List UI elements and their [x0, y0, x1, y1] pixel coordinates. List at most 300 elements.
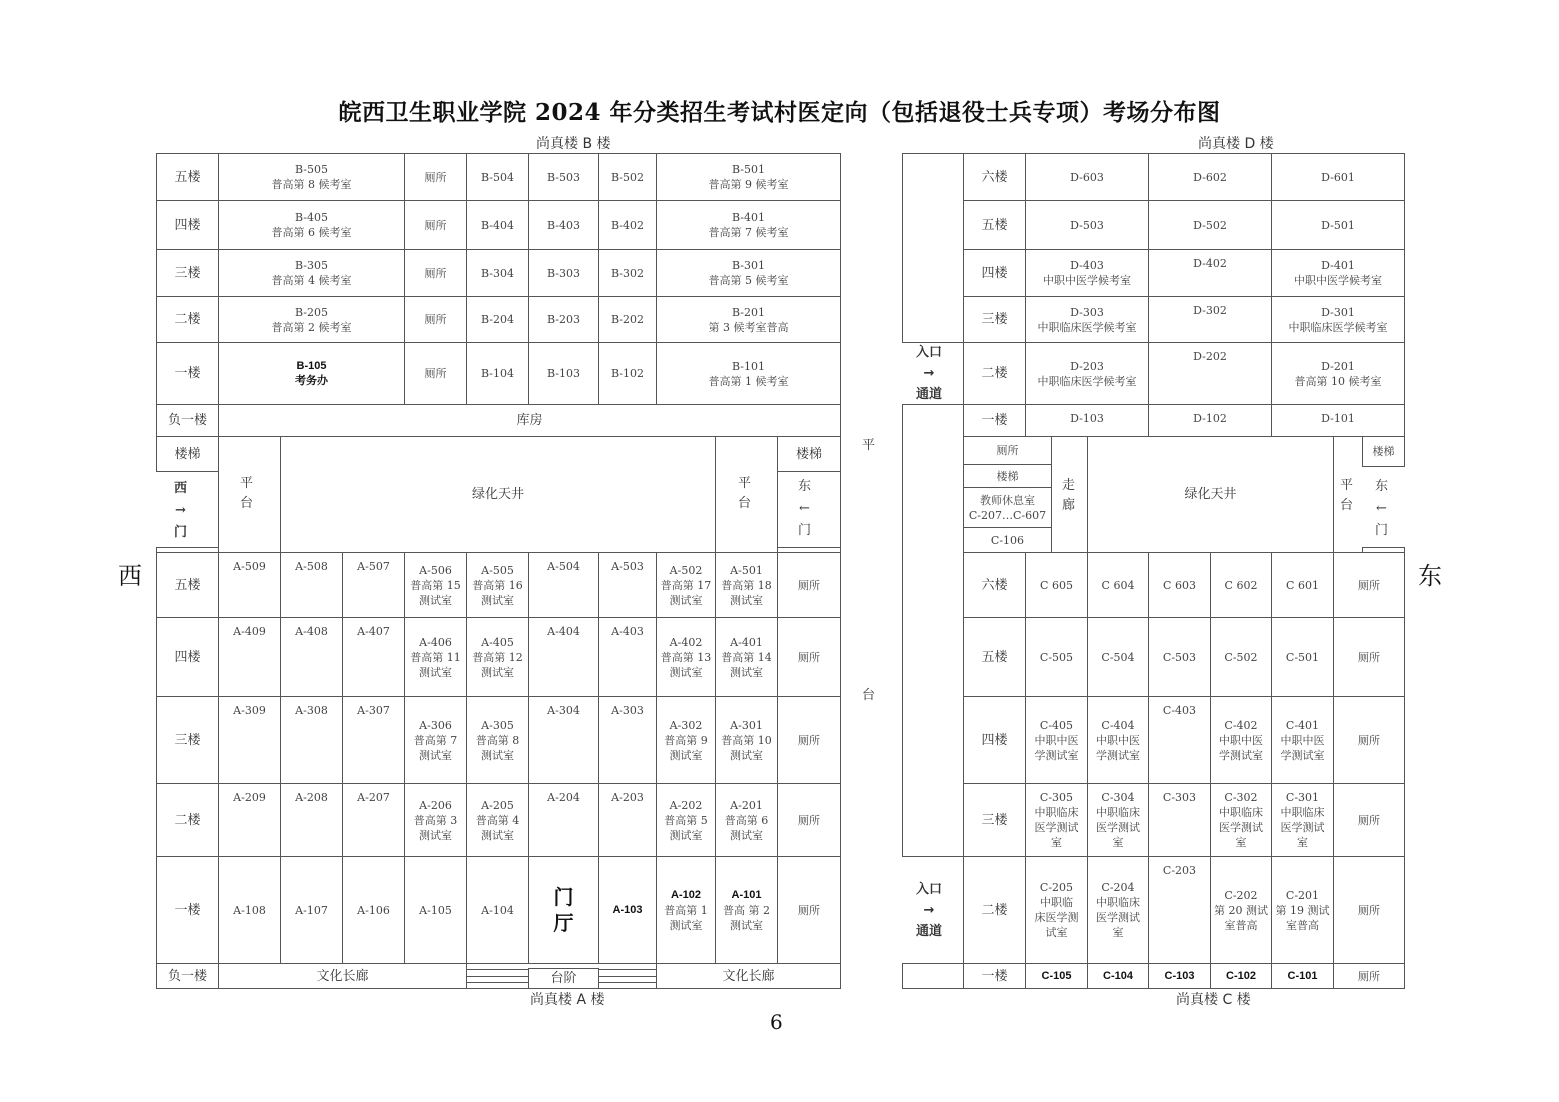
room-厕所 [1333, 552, 1405, 618]
room-c-603-text: C 603 [1163, 578, 1196, 592]
room-b-201-text: 第 3 候考室普高 [708, 320, 789, 334]
room-a-507 [342, 552, 405, 618]
stairs-east-right [1362, 436, 1405, 467]
room-c-504 [1087, 617, 1149, 697]
room-c-405-text: 学测试室 [1034, 748, 1079, 762]
floor-label-text: 五楼 [981, 649, 1008, 665]
room-a-306-text: A-306 [419, 718, 452, 732]
room-厕所 [1333, 783, 1405, 857]
room-d-102-text: D-102 [1193, 412, 1227, 425]
lobby [528, 856, 599, 964]
room-a-501-text: A-501 [730, 563, 763, 577]
room-a-407 [342, 617, 405, 697]
room-c-502-text: C-502 [1224, 650, 1258, 664]
room-a-202-text: 测试室 [669, 828, 703, 842]
room-d-601-text: D-601 [1321, 170, 1355, 184]
room-a-205-text: 普高第 4 [475, 813, 520, 827]
floor-label [156, 696, 219, 784]
room-c-102 [1210, 963, 1272, 989]
step-line [466, 982, 528, 983]
room-c-402-text: 学测试室 [1219, 748, 1263, 762]
room-厕所-text: 厕所 [1358, 650, 1380, 664]
room-d-103-text: D-103 [1070, 412, 1104, 425]
room-厕所-text: 厕所 [798, 813, 820, 827]
stairs-left-text: 楼梯 [174, 446, 201, 462]
room-d-402 [1148, 249, 1272, 297]
floor-label-text: 二楼 [981, 902, 1008, 918]
room-c-105-text: C-105 [1041, 969, 1072, 982]
floor-label-text: 一楼 [174, 366, 201, 381]
floor-label [963, 552, 1026, 618]
room-a-302-text: 普高第 9 [664, 733, 708, 747]
room-d-203 [1025, 342, 1149, 405]
room-d-101-text: D-101 [1321, 412, 1355, 425]
floor-label-text: 二楼 [174, 812, 201, 828]
room-a-501-text: 普高第 18 [721, 578, 772, 592]
room-a-505-text: A-505 [481, 563, 514, 577]
room-a-102-text: 普高第 1 [664, 903, 708, 917]
floor-label [156, 783, 219, 857]
room-c-502 [1210, 617, 1272, 697]
room-b-302-text: B-302 [611, 266, 644, 280]
room-厕所-text: 厕所 [798, 903, 820, 917]
lobby-text: 门 [553, 885, 574, 909]
floor-label-text: 四楼 [174, 649, 201, 665]
room-a-307-text: A-307 [357, 704, 390, 717]
room-c-201-text: C-201 [1285, 888, 1320, 902]
room-a-202 [656, 783, 716, 857]
culture-corridor-right [656, 963, 841, 989]
culture-corridor-right-text: 文化长廊 [722, 968, 775, 984]
building-d-label: 尚真楼 D 楼 [1198, 136, 1274, 152]
room-a-402-text: 普高第 13 [660, 650, 712, 664]
room-c-104-text: C-104 [1103, 969, 1133, 982]
room-b-503 [528, 153, 599, 201]
room-d-201-text: D-201 [1321, 359, 1355, 373]
room-厕所-text: 厕所 [1358, 733, 1380, 747]
room-b-304 [466, 249, 529, 297]
room-a-508-text: A-508 [295, 560, 328, 573]
room-a-502-text: 普高第 17 [660, 578, 712, 592]
page-title: 皖西卫生职业学院 2024 年分类招生考试村医定向（包括退役士兵专项）考场分布图 [338, 99, 1221, 126]
room-c-601-text: C 601 [1286, 578, 1319, 592]
room-c-204-text: C-204 [1101, 881, 1135, 894]
room-d-401-text: 中职中医学候考室 [1294, 274, 1382, 287]
building-a-label: 尚真楼 A 楼 [530, 992, 605, 1008]
floor-label [963, 200, 1026, 250]
middle-platform-top: 平 [862, 438, 876, 453]
floor-label-text: 六楼 [981, 577, 1008, 593]
room-b-204-text: B-204 [481, 313, 514, 326]
room-c-103-text: C-103 [1164, 969, 1195, 982]
room-a-202-text: A-202 [669, 798, 703, 812]
room-c-302 [1210, 783, 1272, 857]
room-a-206 [404, 783, 467, 857]
room-c-202-text: 第 20 测试 [1214, 903, 1268, 917]
room-a-309-text: A-309 [233, 704, 266, 717]
room-b-201 [656, 296, 841, 343]
floor-label-text: 负一楼 [167, 968, 207, 984]
room-a-308-text: A-308 [295, 704, 328, 717]
room-b-403-text: B-403 [547, 218, 580, 232]
floor-label [963, 617, 1026, 697]
room-a-506-text: 普高第 15 [410, 578, 461, 592]
room-b-204 [466, 296, 529, 343]
room-c-603 [1148, 552, 1211, 618]
room-b-104-text: B-104 [481, 367, 514, 380]
platform-east-label: 平 台 [1340, 478, 1354, 513]
floor-label [156, 617, 219, 697]
room-b-501-text: 普高第 9 候考室 [708, 178, 789, 191]
floor-label-text: 四楼 [174, 217, 201, 233]
storage-room [218, 404, 841, 437]
room-b-401-text: 普高第 7 候考室 [708, 226, 789, 239]
steps-text: 台阶 [550, 971, 577, 986]
culture-corridor-left-text: 文化长廊 [316, 968, 369, 984]
room-a-402-text: 测试室 [669, 665, 703, 679]
room-a-406-text: A-406 [419, 635, 452, 649]
room-d-303-text: D-303 [1070, 305, 1104, 319]
room-c-305-text: C-305 [1039, 791, 1074, 804]
teacher-lounge-text: 教师休息室 [980, 493, 1035, 507]
room-厕所 [404, 153, 467, 201]
room-b-101-text: 普高第 1 候考室 [708, 374, 789, 388]
room-b-304-text: B-304 [481, 266, 514, 280]
room-b-305-text: B-305 [295, 259, 328, 272]
room-c-104 [1087, 963, 1149, 989]
room-b-504 [466, 153, 529, 201]
room-a-101 [715, 856, 778, 964]
room-a-204 [528, 783, 599, 857]
room-b-505-text: B-505 [295, 163, 328, 176]
steps [528, 968, 599, 989]
room-c-205-text: C-205 [1039, 881, 1074, 894]
room-b-403 [528, 200, 599, 250]
room-a-201 [715, 783, 778, 857]
room-c-204-text: 室 [1112, 926, 1124, 939]
room-c-501 [1271, 617, 1334, 697]
room-a-201-text: 测试室 [730, 828, 763, 842]
room-a-104 [466, 856, 529, 964]
room-c-304-text: 室 [1112, 836, 1124, 849]
room-a-402-text: A-402 [669, 635, 703, 649]
room-a-501-text: 测试室 [730, 593, 763, 607]
room-厕所 [777, 696, 841, 784]
room-厕所 [777, 617, 841, 697]
room-a-409 [218, 617, 281, 697]
room-a-404-text: A-404 [547, 625, 580, 638]
room-a-207-text: A-207 [357, 791, 390, 804]
room-c-604 [1087, 552, 1149, 618]
room-d-603-text: D-603 [1070, 170, 1104, 184]
room-b-203 [528, 296, 599, 343]
room-b-505-text: 普高第 8 候考室 [271, 178, 352, 191]
room-a-206-text: A-206 [419, 798, 452, 812]
room-厕所-text: 厕所 [798, 650, 820, 664]
room-a-305-text: 测试室 [481, 748, 514, 762]
room-厕所 [1333, 963, 1405, 989]
room-d-401 [1271, 249, 1405, 297]
room-d-201-text: 普高第 10 候考室 [1294, 374, 1382, 388]
room-c-105 [1025, 963, 1088, 989]
room-a-308 [280, 696, 343, 784]
room-a-509-text: A-509 [233, 560, 266, 573]
room-a-505-text: 普高第 16 [472, 578, 523, 592]
room-厕所-text: 厕所 [1358, 813, 1380, 827]
room-c-404-text: 学测试室 [1096, 748, 1140, 762]
room-c-505 [1025, 617, 1088, 697]
room-a-203-text: A-203 [611, 791, 644, 804]
floor-label-text: 五楼 [174, 577, 201, 593]
wall [840, 436, 841, 552]
room-a-206-text: 测试室 [419, 828, 452, 842]
room-a-102 [656, 856, 716, 964]
room-a-105-text: A-105 [419, 903, 452, 917]
floor-label [156, 296, 219, 343]
room-c-604-text: C 604 [1101, 578, 1135, 592]
stairs-right [777, 436, 841, 472]
room-a-201-text: 普高第 6 [724, 813, 769, 827]
floor-label [963, 783, 1026, 857]
room-c-301-text: 室 [1297, 836, 1308, 849]
floor-label-text: 五楼 [174, 169, 201, 185]
step-line [466, 976, 528, 977]
room-a-406-text: 普高第 11 [410, 650, 461, 664]
room-a-503-text: A-503 [611, 560, 644, 573]
room-c-302-text: 中职临床 [1219, 806, 1263, 819]
stairs-right-text: 楼梯 [795, 446, 822, 462]
floor-label-text: 负一楼 [167, 413, 207, 428]
room-a-108 [218, 856, 281, 964]
room-厕所-text: 厕所 [424, 367, 447, 380]
room-c-203-text: C-203 [1162, 864, 1197, 877]
room-d-302-text: D-302 [1193, 304, 1227, 317]
room-b-402-text: B-402 [611, 218, 644, 232]
room-c-403 [1148, 696, 1211, 784]
floor-label-text: 二楼 [981, 366, 1008, 381]
room-厕所 [1333, 856, 1405, 964]
room-c-605 [1025, 552, 1088, 618]
room-a-404 [528, 617, 599, 697]
room-d-203-text: D-203 [1070, 359, 1104, 373]
floor-label-text: 三楼 [174, 265, 201, 281]
room-d-301-text: D-301 [1321, 305, 1355, 319]
step-line [598, 976, 656, 977]
room-a-508 [280, 552, 343, 618]
room-b-404-text: B-404 [481, 218, 514, 232]
room-c-402-text: 中职中医 [1219, 733, 1263, 747]
room-c-301 [1271, 783, 1334, 857]
lobby-text: 厅 [553, 911, 574, 935]
room-c-101 [1271, 963, 1334, 989]
floor-label [963, 342, 1026, 405]
room-c-205-text: 试室 [1045, 926, 1068, 939]
room-c-503 [1148, 617, 1211, 697]
floor-label-text: 四楼 [981, 732, 1008, 748]
room-b-104 [466, 342, 529, 405]
room-a-101-text: A-101 [731, 888, 762, 901]
room-d-403 [1025, 249, 1149, 297]
floor-label [156, 856, 219, 964]
room-a-303-text: A-303 [611, 704, 644, 717]
room-a-305-text: 普高第 8 [475, 733, 520, 747]
room-c-204 [1087, 856, 1149, 964]
room-a-406 [404, 617, 467, 697]
room-a-401-text: 测试室 [730, 665, 763, 679]
room-厕所-text: 厕所 [424, 170, 447, 184]
room-a-304-text: A-304 [547, 704, 580, 717]
step-line [466, 969, 528, 970]
room-a-301-text: A-301 [730, 718, 763, 732]
room-a-506-text: 测试室 [419, 593, 452, 607]
room-a-301-text: 普高第 10 [721, 733, 772, 747]
room-c-305 [1025, 783, 1088, 857]
room-a-502-text: A-502 [669, 563, 703, 577]
room-a-203 [598, 783, 657, 857]
room-c-404 [1087, 696, 1149, 784]
room-a-306-text: 普高第 7 [413, 733, 458, 747]
room-a-408-text: A-408 [295, 625, 328, 638]
room-a-102-text: A-102 [671, 888, 701, 901]
room-d-501-text: D-501 [1321, 218, 1355, 232]
room-b-105-text: B-105 [296, 359, 327, 372]
room-a-405 [466, 617, 529, 697]
middle-platform-bottom: 台 [862, 688, 876, 703]
room-a-304 [528, 696, 599, 784]
room-d-303-text: 中职临床医学候考室 [1037, 320, 1137, 334]
room-厕所-text: 厕所 [424, 266, 447, 280]
room-厕所 [777, 783, 841, 857]
room-c-205 [1025, 856, 1088, 964]
green-courtyard [280, 436, 716, 553]
room-d-301 [1271, 296, 1405, 343]
room-a-506 [404, 552, 467, 618]
room-a-405-text: 测试室 [481, 665, 514, 679]
room-a-102-text: 测试室 [669, 918, 703, 932]
room-c-102-text: C-102 [1226, 969, 1256, 982]
room-b-501 [656, 153, 841, 201]
room-c-504-text: C-504 [1101, 650, 1135, 664]
room-c-101-text: C-101 [1287, 969, 1318, 982]
room-c-305-text: 室 [1051, 836, 1062, 849]
room-c-602 [1210, 552, 1272, 618]
room-a-409-text: A-409 [233, 625, 266, 638]
room-b-202-text: B-202 [611, 313, 644, 326]
east-gate-c: 东 ← 门 [1375, 479, 1389, 538]
room-c-401-text: 学测试室 [1280, 748, 1325, 762]
room-b-404 [466, 200, 529, 250]
room-a-406-text: 测试室 [419, 665, 452, 679]
room-厕所-text: 厕所 [798, 733, 820, 747]
corridor-top [902, 153, 964, 343]
room-b-102 [598, 342, 657, 405]
room-d-302 [1148, 296, 1272, 343]
room-c-401-text: C-401 [1285, 718, 1320, 732]
room-c-103 [1148, 963, 1211, 989]
floor-label-text: 二楼 [174, 312, 201, 327]
stairs-east [963, 464, 1052, 488]
floor-label [156, 200, 219, 250]
room-d-101 [1271, 404, 1405, 437]
room-b-103-text: B-103 [547, 367, 580, 380]
room-b-401 [656, 200, 841, 250]
east-gate-a: 东 ← 门 [798, 479, 812, 538]
room-d-201 [1271, 342, 1405, 405]
room-a-503 [598, 552, 657, 618]
room-c-203 [1148, 856, 1211, 964]
room-c-202-text: 室普高 [1224, 918, 1258, 932]
room-厕所-text: 厕所 [1358, 903, 1380, 917]
room-a-401-text: A-401 [730, 635, 763, 649]
room-b-105-text: 考务办 [295, 374, 328, 387]
room-c-305-text: 医学测试 [1034, 821, 1079, 834]
room-c-303-text: C-303 [1162, 791, 1197, 804]
room-b-105 [218, 342, 405, 405]
room-a-402 [656, 617, 716, 697]
room-b-305-text: 普高第 4 候考室 [271, 274, 352, 287]
room-c-201-text: 第 19 测试 [1275, 903, 1330, 917]
room-b-502-text: B-502 [611, 170, 644, 184]
floor-label [963, 153, 1026, 201]
room-d-203-text: 中职临床医学候考室 [1037, 374, 1137, 388]
room-a-107-text: A-107 [295, 903, 328, 917]
room-d-501 [1271, 200, 1405, 250]
room-b-203-text: B-203 [547, 313, 580, 326]
step-line [598, 969, 656, 970]
room-a-301 [715, 696, 778, 784]
room-b-202 [598, 296, 657, 343]
room-d-301-text: 中职临床医学候考室 [1288, 320, 1388, 334]
room-a-106 [342, 856, 405, 964]
room-厕所 [1333, 696, 1405, 784]
floor-label [156, 153, 219, 201]
room-a-502-text: 测试室 [669, 593, 703, 607]
room-厕所-text: 厕所 [424, 313, 447, 326]
room-c-303 [1148, 783, 1211, 857]
room-b-405-text: B-405 [295, 211, 328, 224]
room-厕所-text: 厕所 [424, 218, 447, 232]
room-b-301-text: B-301 [732, 259, 765, 272]
room-c-602-text: C 602 [1224, 578, 1258, 592]
room-c-106 [963, 527, 1052, 553]
room-c-301-text: C-301 [1285, 791, 1320, 804]
room-厕所 [404, 200, 467, 250]
room-c-302-text: C-302 [1224, 791, 1258, 804]
room-b-205-text: 普高第 2 候考室 [271, 320, 352, 334]
room-a-205-text: A-205 [481, 798, 514, 812]
room-c-202 [1210, 856, 1272, 964]
floor-label [963, 856, 1026, 964]
room-a-306 [404, 696, 467, 784]
room-b-205-text: B-205 [295, 305, 328, 319]
room-a-302 [656, 696, 716, 784]
room-c-302-text: 室 [1235, 836, 1247, 849]
room-a-504-text: A-504 [547, 560, 580, 573]
room-b-502 [598, 153, 657, 201]
floor-label [963, 696, 1026, 784]
stairs-east-text: 楼梯 [996, 469, 1019, 483]
room-c-501-text: C-501 [1285, 650, 1320, 664]
floor-label-text: 一楼 [981, 968, 1008, 984]
room-a-101-text: 普高 第 2 [723, 903, 770, 917]
floor-label [963, 296, 1026, 343]
room-c-403-text: C-403 [1162, 704, 1197, 717]
room-d-403-text: D-403 [1070, 259, 1104, 272]
room-a-208 [280, 783, 343, 857]
room-d-102 [1148, 404, 1272, 437]
room-b-505 [218, 153, 405, 201]
room-d-103 [1025, 404, 1149, 437]
